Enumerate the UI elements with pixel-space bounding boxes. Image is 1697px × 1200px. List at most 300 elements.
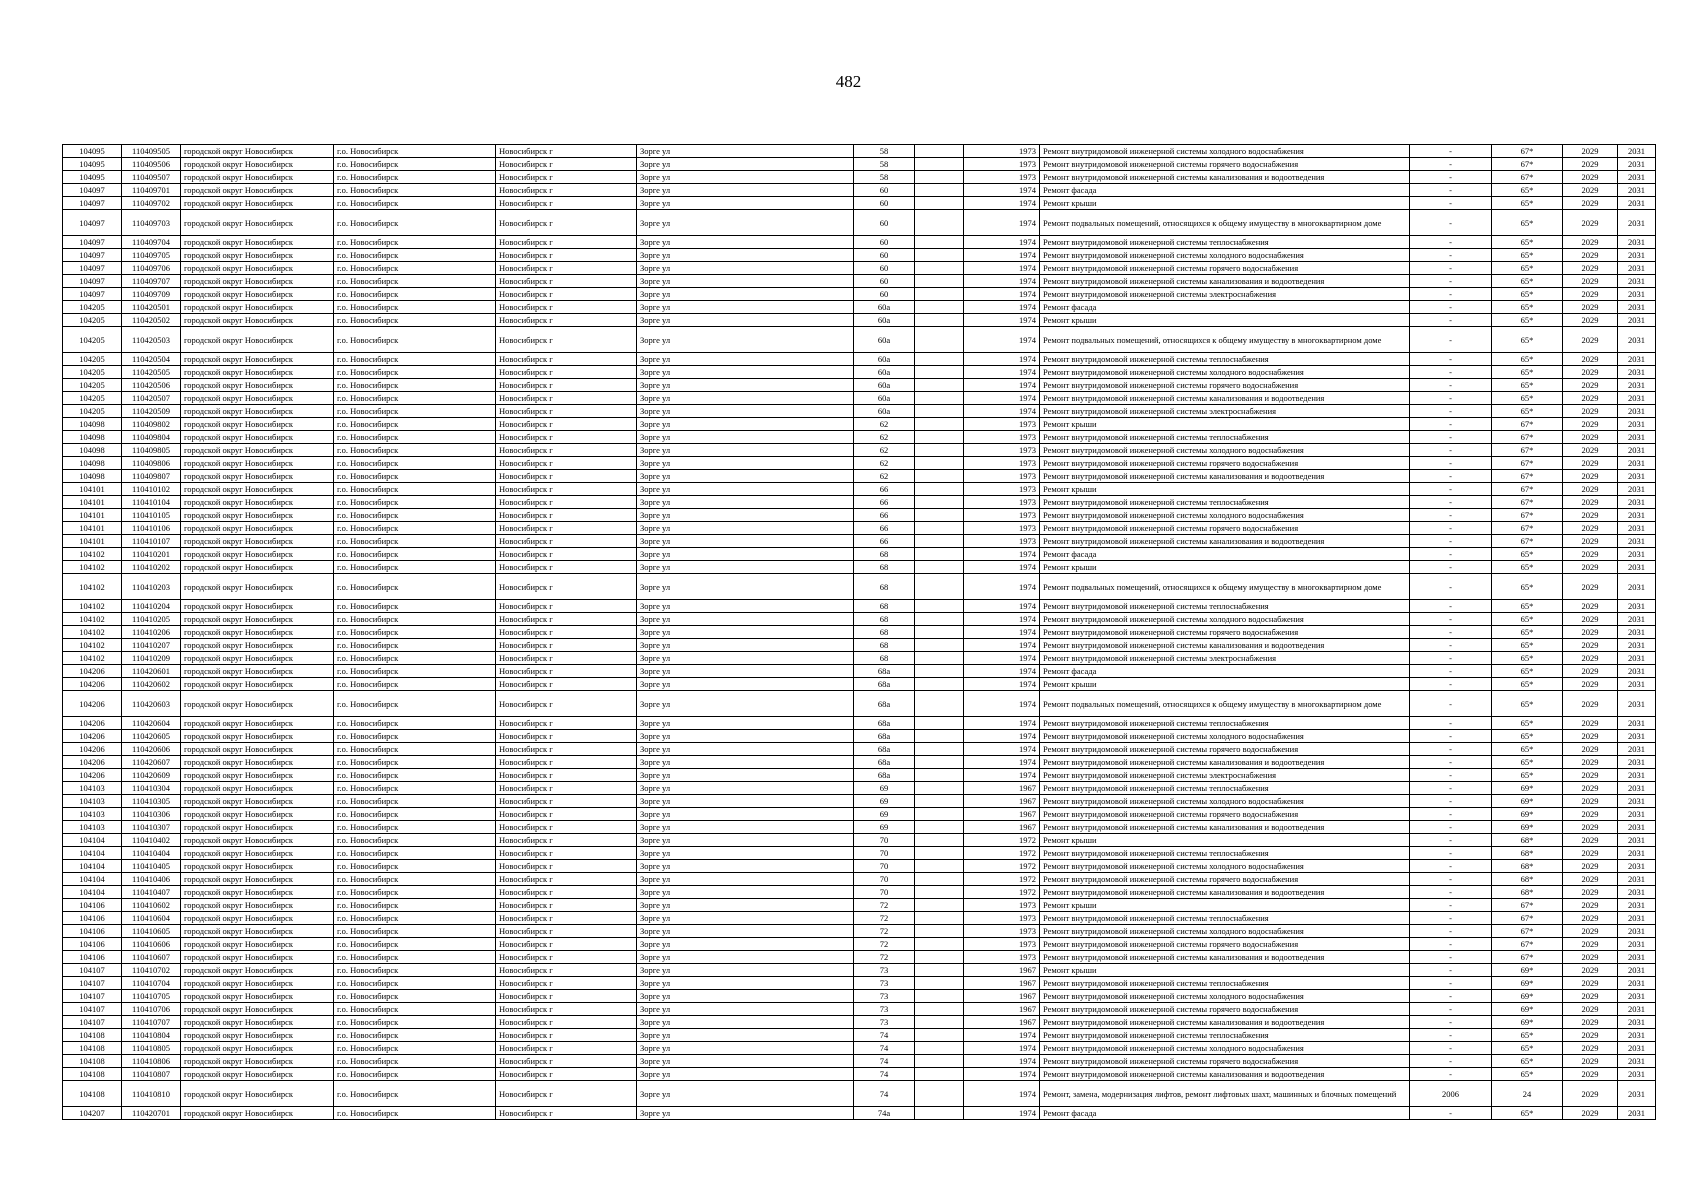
blank-cell	[915, 639, 964, 652]
year-built-cell: 1972	[964, 847, 1040, 860]
table-row	[63, 652, 1656, 665]
house-id-cell: 104101	[63, 483, 122, 496]
municipality-cell: г.о. Новосибирск	[334, 197, 496, 210]
plan-start-cell: 2029	[1563, 184, 1618, 197]
house-number-cell: 60	[854, 236, 915, 249]
year-built-cell: 1973	[964, 535, 1040, 548]
plan-end-cell: 2031	[1618, 301, 1656, 314]
wear-percent-cell: 69*	[1492, 795, 1563, 808]
plan-start-cell: 2029	[1563, 977, 1618, 990]
plan-start-cell: 2029	[1563, 652, 1618, 665]
work-type-cell: Ремонт крыши	[1040, 899, 1410, 912]
plan-end-cell: 2031	[1618, 665, 1656, 678]
settlement-cell: Новосибирск г	[496, 444, 637, 457]
table-row	[63, 548, 1656, 561]
lift-year-cell: -	[1410, 964, 1492, 977]
house-id-cell: 104102	[63, 613, 122, 626]
municipality-cell: г.о. Новосибирск	[334, 951, 496, 964]
district-cell: городской округ Новосибирск	[181, 327, 334, 353]
house-id-cell: 104104	[63, 886, 122, 899]
work-type-cell: Ремонт внутридомовой инженерной системы холодного водоснабжения	[1040, 1042, 1410, 1055]
table-row	[63, 756, 1656, 769]
lift-year-cell: -	[1410, 535, 1492, 548]
blank-cell	[915, 743, 964, 756]
district-cell: городской округ Новосибирск	[181, 717, 334, 730]
blank-cell	[915, 509, 964, 522]
house-number-cell: 68	[854, 626, 915, 639]
element-code-cell: 110409702	[122, 197, 181, 210]
lift-year-cell: -	[1410, 314, 1492, 327]
plan-start-cell: 2029	[1563, 457, 1618, 470]
element-code-cell: 110420505	[122, 366, 181, 379]
house-id-cell: 104104	[63, 873, 122, 886]
settlement-cell: Новосибирск г	[496, 275, 637, 288]
table-row	[63, 691, 1656, 717]
plan-end-cell: 2031	[1618, 379, 1656, 392]
street-cell: Зорге ул	[637, 925, 854, 938]
element-code-cell: 110420701	[122, 1107, 181, 1120]
plan-start-cell: 2029	[1563, 431, 1618, 444]
house-id-cell: 104101	[63, 509, 122, 522]
district-cell: городской округ Новосибирск	[181, 847, 334, 860]
year-built-cell: 1974	[964, 600, 1040, 613]
work-type-cell: Ремонт внутридомовой инженерной системы горячего водоснабжения	[1040, 873, 1410, 886]
plan-end-cell: 2031	[1618, 210, 1656, 236]
element-code-cell: 110420603	[122, 691, 181, 717]
settlement-cell: Новосибирск г	[496, 522, 637, 535]
element-code-cell: 110420501	[122, 301, 181, 314]
table-row	[63, 379, 1656, 392]
table-row	[63, 782, 1656, 795]
settlement-cell: Новосибирск г	[496, 548, 637, 561]
house-number-cell: 66	[854, 509, 915, 522]
element-code-cell: 110409806	[122, 457, 181, 470]
table-row	[63, 405, 1656, 418]
element-code-cell: 110410402	[122, 834, 181, 847]
work-type-cell: Ремонт крыши	[1040, 561, 1410, 574]
table-row	[63, 1042, 1656, 1055]
house-id-cell: 104205	[63, 301, 122, 314]
house-id-cell: 104108	[63, 1081, 122, 1107]
element-code-cell: 110409802	[122, 418, 181, 431]
municipality-cell: г.о. Новосибирск	[334, 1003, 496, 1016]
plan-end-cell: 2031	[1618, 1042, 1656, 1055]
street-cell: Зорге ул	[637, 990, 854, 1003]
plan-end-cell: 2031	[1618, 938, 1656, 951]
plan-end-cell: 2031	[1618, 1068, 1656, 1081]
table-row	[63, 639, 1656, 652]
blank-cell	[915, 756, 964, 769]
work-type-cell: Ремонт подвальных помещений, относящихся к общему имуществу в многоквартирном доме	[1040, 574, 1410, 600]
table-row	[63, 1055, 1656, 1068]
blank-cell	[915, 379, 964, 392]
element-code-cell: 110409505	[122, 145, 181, 158]
table-row	[63, 626, 1656, 639]
house-number-cell: 68	[854, 548, 915, 561]
settlement-cell: Новосибирск г	[496, 470, 637, 483]
house-number-cell: 73	[854, 1016, 915, 1029]
year-built-cell: 1973	[964, 418, 1040, 431]
element-code-cell: 110410806	[122, 1055, 181, 1068]
house-number-cell: 72	[854, 899, 915, 912]
blank-cell	[915, 964, 964, 977]
work-type-cell: Ремонт внутридомовой инженерной системы теплоснабжения	[1040, 353, 1410, 366]
plan-start-cell: 2029	[1563, 665, 1618, 678]
table-row	[63, 600, 1656, 613]
element-code-cell: 110410307	[122, 821, 181, 834]
street-cell: Зорге ул	[637, 535, 854, 548]
plan-start-cell: 2029	[1563, 821, 1618, 834]
lift-year-cell: -	[1410, 1055, 1492, 1068]
year-built-cell: 1974	[964, 561, 1040, 574]
house-id-cell: 104107	[63, 964, 122, 977]
settlement-cell: Новосибирск г	[496, 1029, 637, 1042]
lift-year-cell: -	[1410, 743, 1492, 756]
year-built-cell: 1974	[964, 392, 1040, 405]
wear-percent-cell: 69*	[1492, 808, 1563, 821]
plan-end-cell: 2031	[1618, 535, 1656, 548]
settlement-cell: Новосибирск г	[496, 184, 637, 197]
street-cell: Зорге ул	[637, 600, 854, 613]
table-row	[63, 314, 1656, 327]
lift-year-cell: -	[1410, 977, 1492, 990]
element-code-cell: 110410810	[122, 1081, 181, 1107]
municipality-cell: г.о. Новосибирск	[334, 314, 496, 327]
wear-percent-cell: 65*	[1492, 249, 1563, 262]
settlement-cell: Новосибирск г	[496, 158, 637, 171]
district-cell: городской округ Новосибирск	[181, 210, 334, 236]
street-cell: Зорге ул	[637, 561, 854, 574]
year-built-cell: 1974	[964, 379, 1040, 392]
work-type-cell: Ремонт внутридомовой инженерной системы теплоснабжения	[1040, 782, 1410, 795]
year-built-cell: 1973	[964, 431, 1040, 444]
district-cell: городской округ Новосибирск	[181, 990, 334, 1003]
element-code-cell: 110409805	[122, 444, 181, 457]
table-row	[63, 418, 1656, 431]
street-cell: Зорге ул	[637, 431, 854, 444]
street-cell: Зорге ул	[637, 236, 854, 249]
wear-percent-cell: 67*	[1492, 431, 1563, 444]
blank-cell	[915, 613, 964, 626]
house-id-cell: 104104	[63, 834, 122, 847]
plan-start-cell: 2029	[1563, 938, 1618, 951]
settlement-cell: Новосибирск г	[496, 938, 637, 951]
year-built-cell: 1974	[964, 184, 1040, 197]
street-cell: Зорге ул	[637, 626, 854, 639]
street-cell: Зорге ул	[637, 717, 854, 730]
street-cell: Зорге ул	[637, 899, 854, 912]
settlement-cell: Новосибирск г	[496, 678, 637, 691]
year-built-cell: 1973	[964, 912, 1040, 925]
table-row	[63, 288, 1656, 301]
element-code-cell: 110420504	[122, 353, 181, 366]
street-cell: Зорге ул	[637, 795, 854, 808]
street-cell: Зорге ул	[637, 938, 854, 951]
plan-end-cell: 2031	[1618, 561, 1656, 574]
blank-cell	[915, 561, 964, 574]
house-id-cell: 104205	[63, 379, 122, 392]
plan-start-cell: 2029	[1563, 548, 1618, 561]
lift-year-cell: 2006	[1410, 1081, 1492, 1107]
year-built-cell: 1973	[964, 899, 1040, 912]
plan-start-cell: 2029	[1563, 288, 1618, 301]
plan-start-cell: 2029	[1563, 535, 1618, 548]
house-number-cell: 72	[854, 938, 915, 951]
work-type-cell: Ремонт внутридомовой инженерной системы горячего водоснабжения	[1040, 1003, 1410, 1016]
wear-percent-cell: 67*	[1492, 496, 1563, 509]
year-built-cell: 1974	[964, 262, 1040, 275]
element-code-cell: 110410605	[122, 925, 181, 938]
municipality-cell: г.о. Новосибирск	[334, 1016, 496, 1029]
plan-end-cell: 2031	[1618, 626, 1656, 639]
plan-start-cell: 2029	[1563, 1068, 1618, 1081]
wear-percent-cell: 65*	[1492, 210, 1563, 236]
year-built-cell: 1967	[964, 1003, 1040, 1016]
work-type-cell: Ремонт фасада	[1040, 665, 1410, 678]
house-number-cell: 68	[854, 600, 915, 613]
settlement-cell: Новосибирск г	[496, 145, 637, 158]
house-number-cell: 69	[854, 795, 915, 808]
table-row	[63, 860, 1656, 873]
wear-percent-cell: 67*	[1492, 535, 1563, 548]
blank-cell	[915, 483, 964, 496]
plan-start-cell: 2029	[1563, 496, 1618, 509]
blank-cell	[915, 990, 964, 1003]
district-cell: городской округ Новосибирск	[181, 262, 334, 275]
house-number-cell: 60а	[854, 379, 915, 392]
blank-cell	[915, 1107, 964, 1120]
work-type-cell: Ремонт фасада	[1040, 184, 1410, 197]
street-cell: Зорге ул	[637, 873, 854, 886]
year-built-cell: 1972	[964, 873, 1040, 886]
work-type-cell: Ремонт внутридомовой инженерной системы электроснабжения	[1040, 652, 1410, 665]
plan-end-cell: 2031	[1618, 249, 1656, 262]
house-number-cell: 73	[854, 1003, 915, 1016]
work-type-cell: Ремонт внутридомовой инженерной системы горячего водоснабжения	[1040, 457, 1410, 470]
street-cell: Зорге ул	[637, 613, 854, 626]
wear-percent-cell: 65*	[1492, 366, 1563, 379]
blank-cell	[915, 873, 964, 886]
district-cell: городской округ Новосибирск	[181, 964, 334, 977]
year-built-cell: 1973	[964, 925, 1040, 938]
plan-start-cell: 2029	[1563, 990, 1618, 1003]
year-built-cell: 1967	[964, 782, 1040, 795]
table-row	[63, 834, 1656, 847]
district-cell: городской округ Новосибирск	[181, 470, 334, 483]
district-cell: городской округ Новосибирск	[181, 925, 334, 938]
work-type-cell: Ремонт внутридомовой инженерной системы горячего водоснабжения	[1040, 938, 1410, 951]
street-cell: Зорге ул	[637, 834, 854, 847]
district-cell: городской округ Новосибирск	[181, 353, 334, 366]
house-id-cell: 104205	[63, 392, 122, 405]
work-type-cell: Ремонт крыши	[1040, 418, 1410, 431]
wear-percent-cell: 67*	[1492, 171, 1563, 184]
plan-end-cell: 2031	[1618, 951, 1656, 964]
street-cell: Зорге ул	[637, 288, 854, 301]
district-cell: городской округ Новосибирск	[181, 1055, 334, 1068]
settlement-cell: Новосибирск г	[496, 197, 637, 210]
wear-percent-cell: 67*	[1492, 483, 1563, 496]
district-cell: городской округ Новосибирск	[181, 288, 334, 301]
wear-percent-cell: 67*	[1492, 938, 1563, 951]
settlement-cell: Новосибирск г	[496, 301, 637, 314]
plan-end-cell: 2031	[1618, 418, 1656, 431]
table-row	[63, 392, 1656, 405]
work-type-cell: Ремонт подвальных помещений, относящихся к общему имуществу в многоквартирном доме	[1040, 210, 1410, 236]
lift-year-cell: -	[1410, 1003, 1492, 1016]
street-cell: Зорге ул	[637, 548, 854, 561]
plan-end-cell: 2031	[1618, 613, 1656, 626]
lift-year-cell: -	[1410, 210, 1492, 236]
work-type-cell: Ремонт внутридомовой инженерной системы холодного водоснабжения	[1040, 509, 1410, 522]
wear-percent-cell: 24	[1492, 1081, 1563, 1107]
table-row	[63, 912, 1656, 925]
plan-start-cell: 2029	[1563, 210, 1618, 236]
house-id-cell: 104108	[63, 1029, 122, 1042]
district-cell: городской округ Новосибирск	[181, 1003, 334, 1016]
settlement-cell: Новосибирск г	[496, 834, 637, 847]
municipality-cell: г.о. Новосибирск	[334, 249, 496, 262]
municipality-cell: г.о. Новосибирск	[334, 795, 496, 808]
table-row	[63, 886, 1656, 899]
lift-year-cell: -	[1410, 405, 1492, 418]
settlement-cell: Новосибирск г	[496, 353, 637, 366]
municipality-cell: г.о. Новосибирск	[334, 418, 496, 431]
year-built-cell: 1974	[964, 1055, 1040, 1068]
lift-year-cell: -	[1410, 366, 1492, 379]
municipality-cell: г.о. Новосибирск	[334, 925, 496, 938]
year-built-cell: 1972	[964, 860, 1040, 873]
street-cell: Зорге ул	[637, 353, 854, 366]
settlement-cell: Новосибирск г	[496, 730, 637, 743]
work-type-cell: Ремонт внутридомовой инженерной системы горячего водоснабжения	[1040, 522, 1410, 535]
house-number-cell: 73	[854, 964, 915, 977]
municipality-cell: г.о. Новосибирск	[334, 405, 496, 418]
plan-end-cell: 2031	[1618, 769, 1656, 782]
district-cell: городской округ Новосибирск	[181, 1029, 334, 1042]
year-built-cell: 1973	[964, 145, 1040, 158]
street-cell: Зорге ул	[637, 1042, 854, 1055]
wear-percent-cell: 65*	[1492, 1042, 1563, 1055]
plan-start-cell: 2029	[1563, 145, 1618, 158]
plan-end-cell: 2031	[1618, 444, 1656, 457]
element-code-cell: 110420606	[122, 743, 181, 756]
element-code-cell: 110409707	[122, 275, 181, 288]
street-cell: Зорге ул	[637, 652, 854, 665]
municipality-cell: г.о. Новосибирск	[334, 392, 496, 405]
lift-year-cell: -	[1410, 600, 1492, 613]
district-cell: городской округ Новосибирск	[181, 171, 334, 184]
wear-percent-cell: 67*	[1492, 522, 1563, 535]
wear-percent-cell: 67*	[1492, 145, 1563, 158]
district-cell: городской округ Новосибирск	[181, 652, 334, 665]
element-code-cell: 110409507	[122, 171, 181, 184]
municipality-cell: г.о. Новосибирск	[334, 1029, 496, 1042]
plan-start-cell: 2029	[1563, 574, 1618, 600]
municipality-cell: г.о. Новосибирск	[334, 379, 496, 392]
wear-percent-cell: 68*	[1492, 847, 1563, 860]
table-row	[63, 301, 1656, 314]
lift-year-cell: -	[1410, 860, 1492, 873]
settlement-cell: Новосибирск г	[496, 366, 637, 379]
year-built-cell: 1974	[964, 665, 1040, 678]
house-number-cell: 68	[854, 652, 915, 665]
plan-start-cell: 2029	[1563, 236, 1618, 249]
table-row	[63, 561, 1656, 574]
plan-start-cell: 2029	[1563, 1016, 1618, 1029]
street-cell: Зорге ул	[637, 912, 854, 925]
blank-cell	[915, 1016, 964, 1029]
plan-start-cell: 2029	[1563, 964, 1618, 977]
lift-year-cell: -	[1410, 899, 1492, 912]
element-code-cell: 110409706	[122, 262, 181, 275]
wear-percent-cell: 65*	[1492, 288, 1563, 301]
district-cell: городской округ Новосибирск	[181, 639, 334, 652]
year-built-cell: 1974	[964, 574, 1040, 600]
plan-start-cell: 2029	[1563, 262, 1618, 275]
work-type-cell: Ремонт внутридомовой инженерной системы канализования и водоотведения	[1040, 821, 1410, 834]
plan-end-cell: 2031	[1618, 873, 1656, 886]
work-type-cell: Ремонт крыши	[1040, 314, 1410, 327]
table-row	[63, 730, 1656, 743]
district-cell: городской округ Новосибирск	[181, 886, 334, 899]
house-id-cell: 104102	[63, 600, 122, 613]
house-number-cell: 66	[854, 496, 915, 509]
table-row	[63, 873, 1656, 886]
work-type-cell: Ремонт крыши	[1040, 483, 1410, 496]
plan-start-cell: 2029	[1563, 691, 1618, 717]
table-row	[63, 210, 1656, 236]
street-cell: Зорге ул	[637, 210, 854, 236]
blank-cell	[915, 171, 964, 184]
table-row	[63, 366, 1656, 379]
year-built-cell: 1973	[964, 457, 1040, 470]
table-row	[63, 184, 1656, 197]
plan-end-cell: 2031	[1618, 652, 1656, 665]
blank-cell	[915, 158, 964, 171]
blank-cell	[915, 457, 964, 470]
municipality-cell: г.о. Новосибирск	[334, 886, 496, 899]
district-cell: городской округ Новосибирск	[181, 938, 334, 951]
plan-start-cell: 2029	[1563, 392, 1618, 405]
house-id-cell: 104095	[63, 145, 122, 158]
plan-end-cell: 2031	[1618, 756, 1656, 769]
house-number-cell: 74	[854, 1068, 915, 1081]
element-code-cell: 110410807	[122, 1068, 181, 1081]
element-code-cell: 110409709	[122, 288, 181, 301]
house-number-cell: 68а	[854, 665, 915, 678]
lift-year-cell: -	[1410, 353, 1492, 366]
work-type-cell: Ремонт фасада	[1040, 1107, 1410, 1120]
street-cell: Зорге ул	[637, 470, 854, 483]
work-type-cell: Ремонт внутридомовой инженерной системы канализования и водоотведения	[1040, 1016, 1410, 1029]
blank-cell	[915, 418, 964, 431]
year-built-cell: 1974	[964, 652, 1040, 665]
plan-end-cell: 2031	[1618, 782, 1656, 795]
street-cell: Зорге ул	[637, 522, 854, 535]
street-cell: Зорге ул	[637, 483, 854, 496]
house-id-cell: 104205	[63, 353, 122, 366]
plan-end-cell: 2031	[1618, 834, 1656, 847]
lift-year-cell: -	[1410, 288, 1492, 301]
house-id-cell: 104102	[63, 561, 122, 574]
table-row	[63, 990, 1656, 1003]
municipality-cell: г.о. Новосибирск	[334, 782, 496, 795]
street-cell: Зорге ул	[637, 665, 854, 678]
settlement-cell: Новосибирск г	[496, 964, 637, 977]
municipality-cell: г.о. Новосибирск	[334, 444, 496, 457]
district-cell: городской округ Новосибирск	[181, 782, 334, 795]
